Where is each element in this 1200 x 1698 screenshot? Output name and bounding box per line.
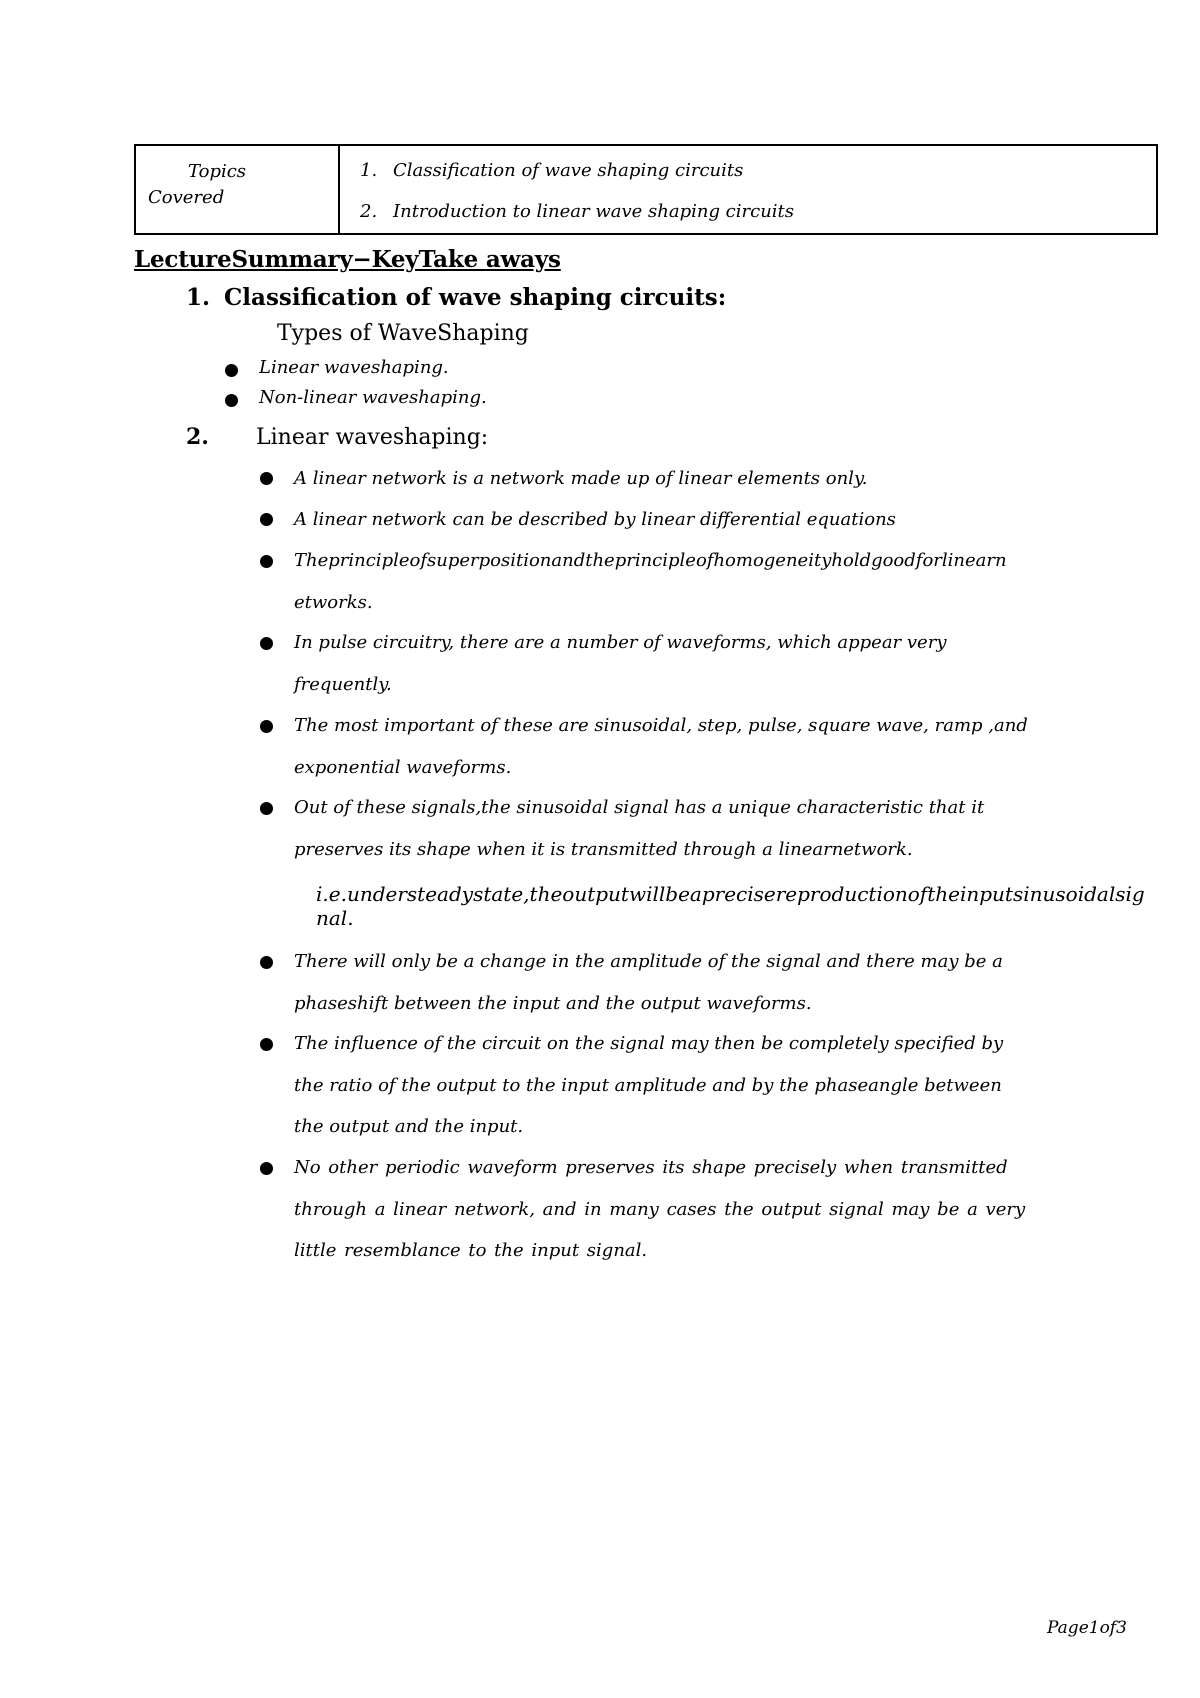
topic-text: Classification of wave shaping circuits — [393, 160, 744, 181]
topics-label-cell — [136, 146, 340, 233]
list-item-line: the ratio of the output to the input amplitude and by the phaseangle between — [294, 1074, 1002, 1096]
bullet-dot-icon — [260, 1038, 273, 1051]
bullet-dot-icon — [260, 720, 273, 733]
list-item — [294, 622, 946, 705]
list-item-line: A linear network can be described by linear differential equations — [294, 509, 896, 530]
list-item — [294, 705, 1028, 788]
covered-label: Covered — [148, 187, 225, 208]
types-subheading: Types of WaveShaping — [277, 321, 529, 346]
bullet-dot-icon — [225, 364, 238, 377]
topics-list-cell — [340, 146, 1156, 233]
list-item — [294, 458, 867, 500]
bullet-dot-icon — [260, 513, 273, 526]
steady-state-note: i.e.understeadystate,theoutputwillbeaprecisereproductionoftheinputsinusoidalsignal. — [316, 882, 1145, 930]
list-item-line: through a linear network, and in many cases the output signal may be a very — [294, 1198, 1026, 1220]
list-item — [294, 540, 1007, 623]
bullet-dot-icon — [260, 555, 273, 568]
topic-text: Introduction to linear wave shaping circuits — [393, 201, 795, 222]
list-item-line: No other periodic waveform preserves its shape precisely when transmitted — [294, 1157, 1008, 1178]
topics-covered-table — [134, 144, 1158, 235]
list-item — [294, 499, 896, 541]
list-item-line: There will only be a change in the amplitude of the signal and there may be a — [294, 951, 1003, 972]
list-item-line: little resemblance to the input signal. — [294, 1240, 648, 1261]
list-item — [294, 1023, 1003, 1148]
list-item-line: The influence of the circuit on the signal may then be completely specified by — [294, 1033, 1004, 1054]
section-title: Classification of wave shaping circuits: — [224, 284, 727, 311]
section-2-heading — [186, 424, 488, 450]
list-item: Non-linear waveshaping. — [259, 387, 487, 408]
section-number: 2. — [186, 424, 209, 450]
list-item-line: Out of these signals,the sinusoidal signal has a unique characteristic that it — [294, 797, 985, 818]
topic-number: 2. — [360, 201, 378, 222]
section-title: Linear waveshaping: — [256, 425, 489, 450]
list-item — [294, 941, 1003, 1024]
topic-number: 1. — [360, 160, 378, 181]
list-item — [294, 787, 984, 870]
lecture-summary-heading: LectureSummary−KeyTake aways — [134, 246, 561, 273]
list-item-line: Theprincipleofsuperpositionandtheprincipleofhomogeneityholdgoodforlinearn — [294, 550, 1007, 571]
bullet-dot-icon — [260, 1162, 273, 1175]
section-1-heading — [186, 284, 726, 311]
list-item-line: phaseshift between the input and the output waveforms. — [294, 992, 812, 1014]
bullet-dot-icon — [260, 802, 273, 815]
list-item-line: preserves its shape when it is transmitted through a linearnetwork. — [294, 838, 913, 860]
list-item — [294, 1147, 1025, 1272]
list-item-line: In pulse circuitry, there are a number of waveforms, which appear very — [294, 632, 947, 653]
bullet-dot-icon — [260, 637, 273, 650]
section-number: 1. — [186, 284, 211, 311]
list-item-line: exponential waveforms. — [294, 756, 512, 778]
bullet-dot-icon — [260, 472, 273, 485]
list-item-line: frequently. — [294, 673, 392, 695]
bullet-dot-icon — [260, 956, 273, 969]
topic-item — [360, 160, 743, 181]
list-item-line: The most important of these are sinusoidal, step, pulse, square wave, ramp ,and — [294, 715, 1028, 736]
bullet-dot-icon — [225, 394, 238, 407]
topics-label: Topics — [188, 161, 247, 182]
list-item: Linear waveshaping. — [259, 357, 449, 378]
list-item-line: the output and the input. — [294, 1116, 524, 1137]
topic-item — [360, 201, 794, 222]
list-item-line: etworks. — [294, 591, 373, 613]
page-number: Page1of3 — [1047, 1618, 1127, 1638]
list-item-line: A linear network is a network made up of linear elements only. — [294, 468, 868, 489]
